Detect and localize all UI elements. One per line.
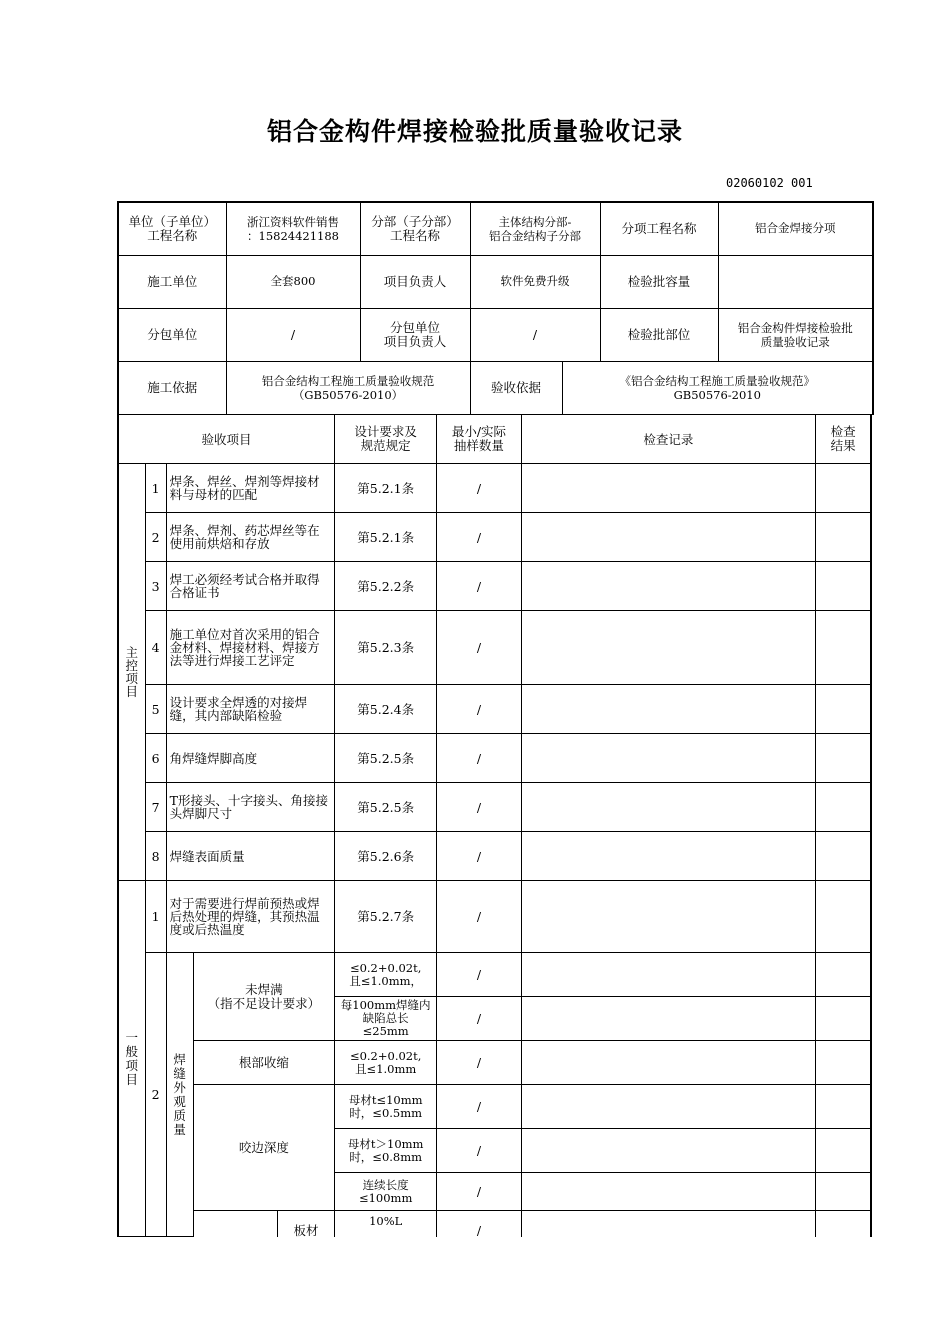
item-record[interactable] — [521, 513, 816, 562]
inspection-table — [117, 414, 872, 1237]
basis-value[interactable]: 铝合金结构工程施工质量验收规范 （GB50576-2010） — [226, 361, 470, 414]
basis-label: 施工依据 — [118, 361, 226, 414]
item-sample[interactable]: / — [437, 685, 521, 734]
col-design: 设计要求及 规范规定 — [335, 415, 437, 464]
division-label: 分部（子分部） 工程名称 — [360, 202, 470, 255]
accept-label: 验收依据 — [470, 361, 562, 414]
item-result[interactable] — [816, 1041, 871, 1085]
item-result[interactable] — [816, 562, 871, 611]
item-sample[interactable]: / — [437, 1041, 521, 1085]
division-value[interactable]: 主体结构分部- 铝合金结构子分部 — [470, 202, 600, 255]
underfill-label: 未焊满 （指不足设计要求） — [193, 953, 334, 1041]
item-clause: 第5.2.2条 — [335, 562, 437, 611]
item-no: 1 — [145, 881, 166, 953]
item-no: 5 — [145, 685, 166, 734]
spec-value: 连续长度≤100mm — [335, 1173, 437, 1211]
item-text: 焊条、焊丝、焊剂等焊接材料与母材的匹配 — [166, 464, 334, 513]
item-sample[interactable]: / — [437, 1173, 521, 1211]
item-sample[interactable]: / — [437, 1129, 521, 1173]
item-clause: 第5.2.3条 — [335, 611, 437, 685]
subitem-value[interactable]: 铝合金焊接分项 — [718, 202, 873, 255]
item-result[interactable] — [816, 685, 871, 734]
sub-pm-label: 分包单位 项目负责人 — [360, 308, 470, 361]
spec-value: 10%L — [335, 1211, 437, 1237]
item-sample[interactable]: / — [437, 1085, 521, 1129]
item-result[interactable] — [816, 611, 871, 685]
item-record[interactable] — [521, 464, 816, 513]
item-no: 1 — [145, 464, 166, 513]
item-clause: 第5.2.1条 — [335, 464, 437, 513]
item-result[interactable] — [816, 513, 871, 562]
sub-value[interactable]: / — [226, 308, 360, 361]
item-record[interactable] — [521, 1129, 816, 1173]
col-result: 检查 结果 — [816, 415, 871, 464]
spec-value: 母材t＞10mm 时，≤0.8mm — [335, 1129, 437, 1173]
item-sample[interactable]: / — [437, 1211, 521, 1237]
item-result[interactable] — [816, 1211, 871, 1237]
item-sample[interactable]: / — [437, 611, 521, 685]
pm-label: 项目负责人 — [360, 255, 470, 308]
item-no: 6 — [145, 734, 166, 783]
item-result[interactable] — [816, 734, 871, 783]
subitem-label: 分项工程名称 — [600, 202, 718, 255]
undercut-label: 咬边深度 — [193, 1085, 334, 1211]
location-label: 检验批部位 — [600, 308, 718, 361]
next-group-label — [193, 1211, 277, 1237]
item-record[interactable] — [521, 997, 816, 1041]
item-text: 施工单位对首次采用的铝合金材料、焊接材料、焊接方法等进行焊接工艺评定 — [166, 611, 334, 685]
sub-label: 分包单位 — [118, 308, 226, 361]
item-clause: 第5.2.5条 — [335, 734, 437, 783]
item-result[interactable] — [816, 783, 871, 832]
item-no: 4 — [145, 611, 166, 685]
item-clause: 第5.2.7条 — [335, 881, 437, 953]
item-result[interactable] — [816, 953, 871, 997]
item-text: T形接头、十字接头、角接接头焊脚尺寸 — [166, 783, 334, 832]
item-record[interactable] — [521, 562, 816, 611]
item-result[interactable] — [816, 881, 871, 953]
item-record[interactable] — [521, 783, 816, 832]
contractor-value[interactable]: 全套800 — [226, 255, 360, 308]
item-record[interactable] — [521, 1085, 816, 1129]
item-text: 设计要求全焊透的对接焊缝，其内部缺陷检验 — [166, 685, 334, 734]
form-code: 02060102 001 — [726, 176, 813, 190]
plate-label: 板材 — [277, 1211, 334, 1237]
item-sample[interactable]: / — [437, 953, 521, 997]
item-sample[interactable]: / — [437, 513, 521, 562]
item-text: 焊条、焊剂、药芯焊丝等在使用前烘焙和存放 — [166, 513, 334, 562]
col-sample: 最小/实际 抽样数量 — [437, 415, 521, 464]
unit-value[interactable]: 浙江资料软件销售 ：15824421188 — [226, 202, 360, 255]
item-sample[interactable]: / — [437, 783, 521, 832]
col-item: 验收项目 — [118, 415, 335, 464]
general-item-label: 一 般 项 目 — [118, 881, 145, 1237]
location-value[interactable]: 铝合金构件焊接检验批 质量验收记录 — [718, 308, 873, 361]
item-record[interactable] — [521, 734, 816, 783]
item-clause: 第5.2.4条 — [335, 685, 437, 734]
unit-label: 单位（子单位） 工程名称 — [118, 202, 226, 255]
root-shrinkage-label: 根部收缩 — [193, 1041, 334, 1085]
item-text: 焊工必须经考试合格并取得合格证书 — [166, 562, 334, 611]
spec-value: ≤0.2+0.02t, 且≤1.0mm， — [335, 953, 437, 997]
item-result[interactable] — [816, 832, 871, 881]
capacity-label: 检验批容量 — [600, 255, 718, 308]
item-clause: 第5.2.5条 — [335, 783, 437, 832]
item-sample[interactable]: / — [437, 562, 521, 611]
item-sample[interactable]: / — [437, 881, 521, 953]
item-sample[interactable]: / — [437, 832, 521, 881]
item-sample[interactable]: / — [437, 734, 521, 783]
item-record[interactable] — [521, 611, 816, 685]
item-record[interactable] — [521, 1041, 816, 1085]
col-record: 检查记录 — [521, 415, 816, 464]
item-result[interactable] — [816, 464, 871, 513]
spec-value: 每100mm焊缝内 缺陷总长 ≤25mm — [335, 997, 437, 1041]
item-no: 3 — [145, 562, 166, 611]
item-record[interactable] — [521, 685, 816, 734]
item-sample[interactable]: / — [437, 997, 521, 1041]
item-result[interactable] — [816, 1173, 871, 1211]
contractor-label: 施工单位 — [118, 255, 226, 308]
item-record[interactable] — [521, 953, 816, 997]
header-table — [117, 201, 874, 415]
item-record[interactable] — [521, 832, 816, 881]
item-result[interactable] — [816, 1085, 871, 1129]
item-no: 7 — [145, 783, 166, 832]
item-text: 角焊缝焊脚高度 — [166, 734, 334, 783]
item-text: 焊缝表面质量 — [166, 832, 334, 881]
item-record[interactable] — [521, 1211, 816, 1237]
item-record[interactable] — [521, 1173, 816, 1211]
item-result[interactable] — [816, 1129, 871, 1173]
page-title: 铝合金构件焊接检验批质量验收记录 — [266, 117, 683, 146]
item-no: 2 — [145, 953, 166, 1237]
item-text: 对于需要进行焊前预热或焊后热处理的焊缝，其预热温度或后热温度 — [166, 881, 334, 953]
pm-value[interactable]: 软件免费升级 — [470, 255, 600, 308]
spec-value: 母材t≤10mm 时，≤0.5mm — [335, 1085, 437, 1129]
item-result[interactable] — [816, 997, 871, 1041]
accept-value[interactable]: 《铝合金结构工程施工质量验收规范》 GB50576-2010 — [562, 361, 873, 414]
item-no: 2 — [145, 513, 166, 562]
item-sample[interactable]: / — [437, 464, 521, 513]
item-clause: 第5.2.6条 — [335, 832, 437, 881]
sub-pm-value[interactable]: / — [470, 308, 600, 361]
spec-value: ≤0.2+0.02t, 且≤1.0mm — [335, 1041, 437, 1085]
capacity-value[interactable] — [718, 255, 873, 308]
item-no: 8 — [145, 832, 166, 881]
main-control-label: 主 控 项 目 — [118, 464, 145, 881]
weld-appearance-label: 焊 缝 外 观 质 量 — [166, 953, 193, 1237]
item-clause: 第5.2.1条 — [335, 513, 437, 562]
item-record[interactable] — [521, 881, 816, 953]
